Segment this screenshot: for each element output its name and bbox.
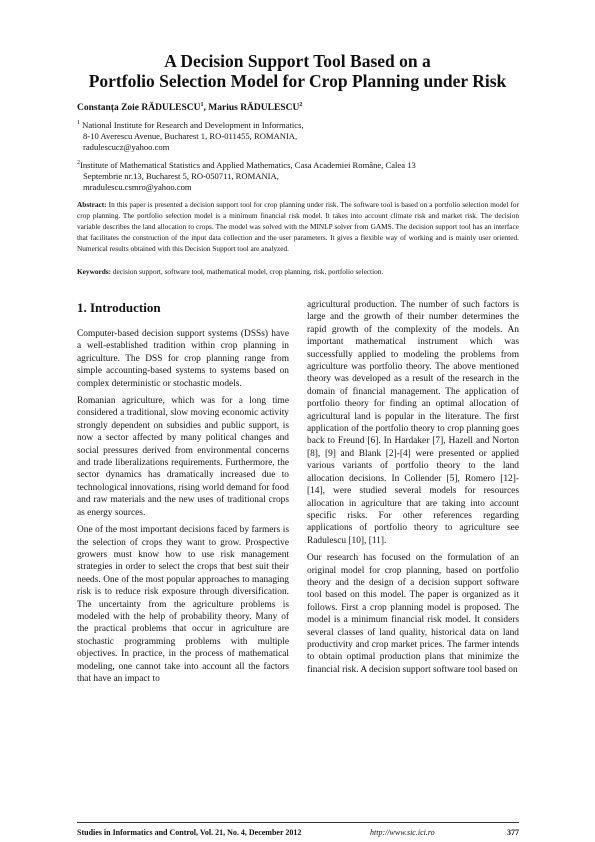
footer-rule [77,822,519,823]
keywords [77,266,519,277]
affiliation-1-email: radulescucz@yahoo.com [83,142,170,153]
affiliation-1-line-1: National Institute for Research and Development in Informatics, [82,119,304,130]
author-2: Marius RĂDULESCU [208,103,300,114]
right-column [307,299,519,681]
intro-paragraph-1: Computer-based decision support systems (DSSs) have a well-established tradition within crop planning in agriculture. The DSS for crop planning range from simple accounting-based systems to systems based on complex deterministic or stochastic models. [77,329,289,389]
keywords-label: Keywords: [77,267,112,276]
affiliation-2 [77,158,527,193]
authors [77,102,302,113]
affiliation-1-line-2: 8-10 Averescu Avenue, Bucharest 1, RO-011455, ROMANIA, [83,131,298,142]
abstract-text: In this paper is presented a decision support tool for crop planning under risk. The software tool is based on a portfolio selection model for crop planning. The portfolio selection model is a minimum financial risk model. It takes into account climate risk and market risk. The decision variable describes the land allocation to crops. The model was solved with the MINLP solver from GAMS. The decision support tool has an interface that facilitates the construction of the input data collection and the user parameters. It gives a flexible way of working and is mainly user oriented. Numerical results obtained with this Decision Support tool are analyzed. [77,200,520,253]
affiliation-2-email: mradulescu.csmro@yahoo.com [83,182,192,193]
author-1-sup: 1 [200,102,204,108]
author-2-sup: 2 [299,102,303,108]
keywords-text: decision support, software tool, mathematical model, crop planning, risk, portfolio selection. [112,267,384,276]
paper-title [60,51,535,91]
page-number: 377 [507,828,519,837]
intro-paragraph-5: Our research has focused on the formulation of an original model for crop planning, based on portfolio theory and the design of a decision support software tool based on this model. The paper is organized as it follows. First a crop planning model is proposed. The model is a minimum financial risk model. It considers several classes of land quality, historical data on land productivity and crop market prices. The farmer intends to obtain optimal production plans that minimize the financial risk. A decision support software tool based on [307,553,519,675]
affiliation-1-sup: 1 [77,120,80,126]
affiliation-2-sup: 2 [77,160,80,166]
title-line-2: Portfolio Selection Model for Crop Planning under Risk [88,71,507,91]
section-heading: 1. Introduction [77,300,161,315]
abstract-label: Abstract: [77,200,107,209]
footer-journal: Studies in Informatics and Control, Vol. 21, No. 4, December 2012 [77,828,302,837]
title-line-1: A Decision Support Tool Based on a [164,51,431,71]
intro-paragraph-3: One of the most important decisions faced by farmers is the selection of crops they want to grow. Prospective growers must know how to use risk management strategies in order to select the crops that best suit their needs. One of the most popular approaches to managing risk is to reduce risk exposure through diversification. The uncertainty from the agriculture problems is modeled with the help of probability theory. Many of the practical problems that occur in agriculture are stochastic programming problems with multiple objectives. In practice, in the process of mathematical modeling, one cannot take into account all the factors that have an impact to [77,525,289,684]
intro-paragraph-4: agricultural production. The number of such factors is large and the growth of their number determines the rapid growth of the complexity of the models. An important mathematical instrument which was successfully applied to modeling the problems from agriculture was portfolio theory. The above mentioned theory was developed as a result of the research in the domain of financial management. The application of portfolio theory for finding an optimal allocation of agricultural land is popular in the literature. The first application of the portfolio theory to crop planning goes back to Freund [6]. In Hardaker [7], Hazell and Norton [8], [9] and Blank [2]-[4] were presented or applied various variants of portfolio theory to the land allocation decisions. In Collender [5], Romero [12]-[14], were studied several models for resources allocation in agriculture that are taking into account specific risks. For other references regarding applications of portfolio theory to agriculture see Radulescu [10], [11]. [307,300,519,546]
affiliation-2-line-2: Septembrie nr.13, Bucharest 5, RO-050711, ROMANIA, [83,171,279,182]
author-separator: , [203,103,209,114]
affiliation-1 [77,118,527,153]
left-column [77,298,289,690]
abstract [77,199,519,254]
intro-paragraph-2: Romanian agriculture, which was for a long time considered a traditional, slow moving economic activity strongly dependent on subsidies and public support, is now a sector affected by many political changes and social pressures derived from environmental concerns and trade liberalizations requirements. Furthermore, the sector dynamics has dramatically increased due to technological innovations, rising world demand for food and raw materials and the new uses of traditional crops as energy sources. [77,396,289,518]
footer-url[interactable]: http://www.sic.ici.ro [370,828,435,837]
affiliation-2-line-1: Institute of Mathematical Statistics and Applied Mathematics, Casa Academiei Române, Calea 13 [80,159,416,170]
author-1: Constanța Zoie RĂDULESCU [77,103,201,114]
